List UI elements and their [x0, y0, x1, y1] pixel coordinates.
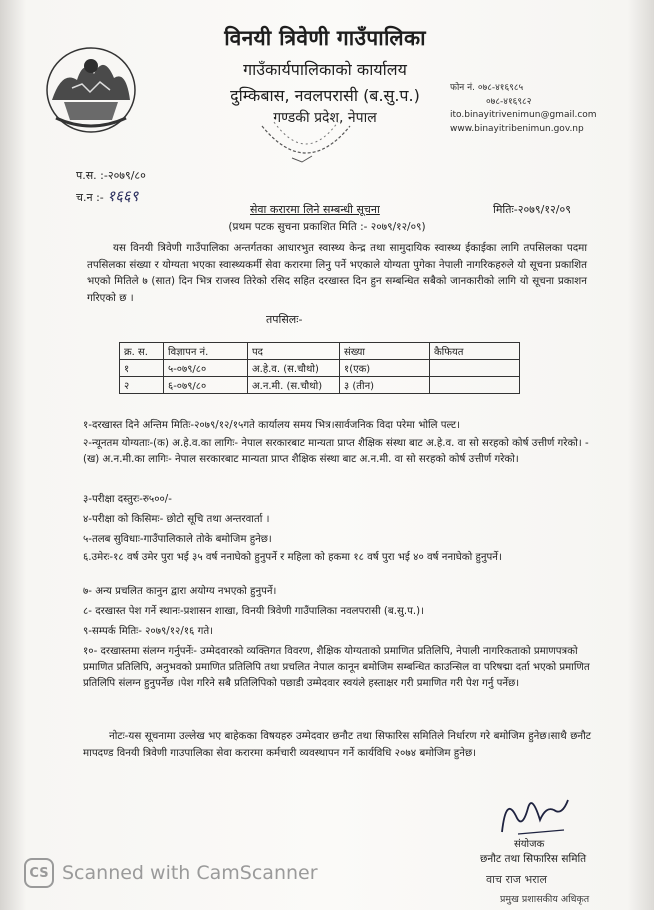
chn-label: च.न :-: [76, 191, 104, 204]
table-cell: १: [120, 360, 164, 377]
seal-title-line: प्रमुख प्रशासकीय अधिकृत: [500, 894, 590, 905]
signer-role: संयोजक: [514, 839, 545, 850]
list-item: ७- अन्य प्रचलित कानुन द्वारा अयोग्य नभएको हुनुपर्ने।: [83, 586, 277, 597]
notice-date: मितिः-२०७९/१२/०९: [493, 203, 571, 216]
handwritten-signature-icon: [488, 786, 578, 840]
camscanner-logo-icon: CS: [24, 858, 54, 888]
chn-reference: [76, 186, 138, 206]
list-item: १०- दरखास्तमा संलग्न गर्नुपर्नेः- उम्मेदवारको व्यक्तिगत विवरण, शैक्षिक योग्यताको प्रमाणित प्रतिलिपि, नेपाली नागरिकताको प्रमाणपत्रको प्रमाणित प्रतिलिपि, अनुभवको प्रमाणित प्रतिलिपि तथा प्रचलित नेपाल कानून बमोजिम सम्बन्धित काउन्सिल वा परिषद्मा दर्ता भएको प्रमाणित प्रतिलिपि संलग्न हुनुपर्नेछ ।पेश गरिने सबै प्रतिलिपिको पछाडी उम्मेदवार स्वयंले हस्ताक्षर गरी प्रमाणित गरी पेश गर्नु पर्नेछ।: [83, 646, 590, 689]
vacancy-table: [119, 342, 520, 394]
table-header-cell: क्र. स.: [120, 343, 164, 360]
website-url: www.binayitribenimun.gov.np: [450, 124, 584, 134]
scanner-watermark: [24, 858, 318, 888]
intro-paragraph: [87, 240, 587, 306]
office-address: दुम्किबास, नवलपरासी (ब.सु.प.): [230, 86, 420, 105]
list-item: ३-परीक्षा दस्तुरः-रु५००/-: [83, 494, 172, 505]
table-header-cell: पद: [248, 343, 340, 360]
notice-title: सेवा करारमा लिने सम्बन्धी सूचना: [250, 203, 380, 216]
list-item: ४-परीक्षा को किसिमः- छोटो सूचि तथा अन्तरवार्ता ।: [83, 514, 270, 525]
table-cell: ५-०७९/८०: [164, 360, 248, 377]
email-address: ito.binayitrivenimun@gmail.com: [450, 110, 597, 120]
note-paragraph: [83, 728, 591, 761]
table-cell: ६-०७९/८०: [164, 377, 248, 394]
tapasil-label: तपसिलः-: [266, 313, 303, 326]
table-cell: २: [120, 377, 164, 394]
watermark-text: Scanned with CamScanner: [62, 862, 318, 884]
committee-name: छनौट तथा सिफारिस समिति: [480, 853, 587, 865]
list-item: ९-सम्पर्क मितिः- २०७९/१२/१६ गते।: [83, 626, 213, 637]
phone-line-2: ०७८-४१६९८२: [486, 97, 532, 107]
table-header-cell: कैफियत: [430, 343, 520, 360]
province-name: गण्डकी प्रदेश, नेपाल: [273, 110, 377, 126]
table-cell: १(एक): [340, 360, 430, 377]
table-cell: अ.हे.व. (स.चौथो): [248, 360, 340, 377]
list-item: ८- दरखास्त पेश गर्ने स्थानः-प्रशासन शाखा, विनयी त्रिवेणी गाउँपालिका नवलपरासी (ब.सु.प.)।: [83, 606, 424, 617]
list-item: २-न्यूनतम योग्यताः-(क) अ.हे.व.का लागिः- नेपाल सरकारबाट मान्यता प्राप्त शैक्षिक संस्था बाट अ.हे.व. वा सो सरहको कोर्ष उत्तीर्ण गरेको। -(ख) अ.न.मी.का लागिः- नेपाल सरकारबाट मान्यता प्राप्त शैक्षिक संस्था बाट अ.न.मी. वा सो सरहको कोर्ष उत्तीर्ण गरेको।: [83, 438, 589, 465]
office-stamp-icon: [252, 118, 360, 178]
table-header-row: [120, 343, 520, 360]
notice-subtitle: (प्रथम पटक सुचना प्रकाशित मिति :- २०७९/१२/०९): [228, 221, 426, 233]
table-row: [120, 377, 520, 394]
table-cell: अ.न.मी. (स.चौथो): [248, 377, 340, 394]
nepal-emblem-icon: [42, 40, 140, 136]
org-name: विनयी त्रिवेणी गाउँपालिका: [224, 26, 426, 50]
ps-reference: प.स. :-२०७९/८०: [76, 169, 146, 182]
phone-line-1: फोन नं. ०७८-४१६९८५: [450, 83, 524, 93]
list-item: ६.उमेरः-१८ वर्ष उमेर पुरा भई ३५ वर्ष ननाघेको हुनुपर्ने र महिला को हकमा १८ वर्ष पुरा भई ४० वर्ष ननाघेको हुनुपर्ने।: [83, 552, 502, 563]
list-item: १-दरखास्त दिने अन्तिम मितिः-२०७९/१२/१५गते कार्यालय समय भित्र।सार्वजनिक विदा परेमा भोलि पल्ट।: [83, 420, 460, 431]
table-cell: [430, 360, 520, 377]
office-name: गाउँकार्यपालिकाको कार्यालय: [243, 60, 407, 79]
table-row: [120, 360, 520, 377]
table-cell: ३ (तीन): [340, 377, 430, 394]
table-header-cell: संख्या: [340, 343, 430, 360]
note-text: नोटः-यस सूचनामा उल्लेख भए बाहेकका विषयहरु उम्मेदवार छनौट तथा सिफारिस समितिले निर्धारण गरे बमोजिम हुनेछ।साथै छनौट मापदण्ड विनयी त्रिवेणी गाउपालिका सेवा करारमा कर्मचारी व्यवस्थापन गर्ने कार्यविधि २०७४ बमोजिम हुनेछ।: [83, 730, 591, 759]
table-cell: [430, 377, 520, 394]
table-header-cell: विज्ञापन नं.: [164, 343, 248, 360]
seal-name-line: वाच राज भराल: [486, 873, 547, 886]
intro-text: यस विनयी त्रिवेणी गाउँपालिका अन्तर्गतका आधारभुत स्वास्थ्य केन्द्र तथा सामुदायिक स्वास्थ्य ईकाईका लागि तपसिलका पदमा तपसिलका संख्या र योग्यता भएका स्वास्थ्यकर्मी सेवा करारमा लिनु पर्ने भएकाले योग्यता पुगेका नेपाली नागरिकहरुले यो सूचना प्रकाशित भएको मितिले ७ (सात) दिन भित्र राजस्व तिरेको रसिद सहित दरखास्त दिन हुन सम्बन्धित सबैको जानकारीको लागि यो सूचना प्रकाशन गरिएको छ ।: [87, 242, 587, 304]
chn-number: १६६९: [107, 187, 139, 205]
list-item: ५-तलब सुविधाः-गाउँपालिकाले तोके बमोजिम हुनेछ।: [83, 534, 272, 545]
